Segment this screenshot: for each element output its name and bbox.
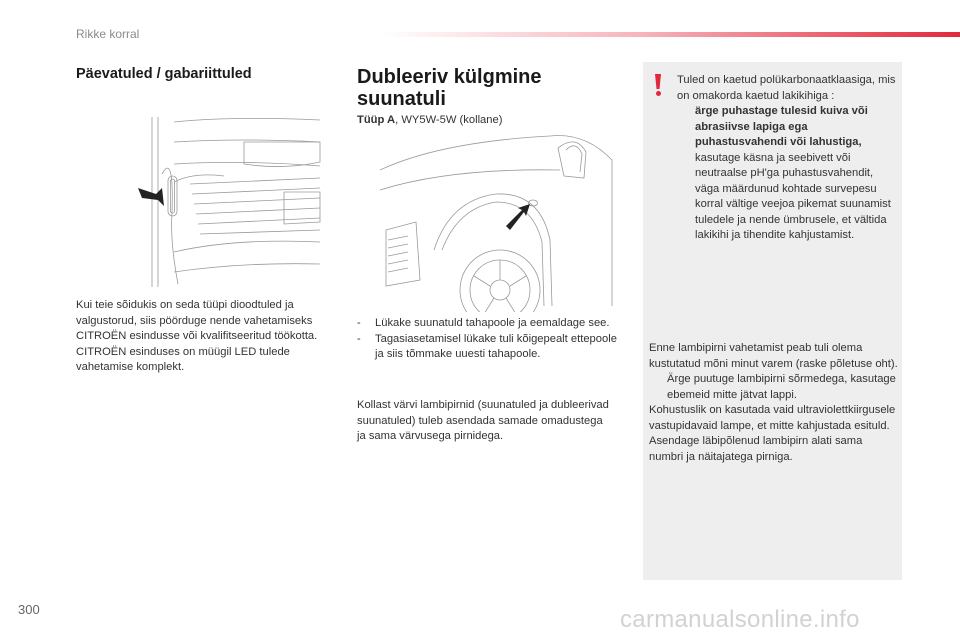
step-marker: - [357,317,361,329]
step-item [357,316,622,332]
lens-care-text: kasutage käsna ja seebivett või neutraalse pH'ga puhastusvahendit, [695,151,874,179]
lens-care-item [677,104,899,151]
daylight-paragraph-1: Kui teie sõidukis on seda tüüpi dioodtuled ja valgustorud, siis pöörduge nende vahetamiseks CITROËN esindusse või kvalifitseeritud töökotta. [76,299,318,342]
bulb-change-item [649,372,899,403]
removal-steps [357,316,622,363]
page-number: 300 [18,602,40,617]
warning-exclamation-icon [654,74,662,96]
step-marker: - [357,332,361,345]
bulb-type-label: Tüüp A [357,114,396,126]
side-repeater-title: Dubleeriv külgmine suunatuli [357,66,542,110]
lens-care-item [677,151,899,182]
lens-care-text: ärge puhastage tulesid kuiva või abrasiivse lapiga ega puhastusvahendi või lahustiga, [695,105,868,148]
uv-lamp-requirement: Kohustuslik on kasutada vaid ultraviolettkiirgusele vastupidavaid lampe, et mitte kahjustada esituld. [649,404,896,432]
lens-care-text: väga määrdunud kohtade survepesu korral vältige veejoa pikemat suunamist tuledele ja nende ümbrusele, et vältida lakikihi ja tihendite kahjustamist. [695,182,891,241]
bulb-change-block [649,341,899,465]
lens-care-block [677,73,899,244]
watermark-text: carmanualsonline.info [620,606,860,633]
header-accent-bar [380,32,960,37]
section-header-label: Rikke korral [76,27,140,41]
yellow-bulb-note: Kollast värvi lambipirnid (suunatuled ja dubleerivad suunatuled) tuleb asendada samade omadustega ja sama värvusega pirnidega. [357,399,609,442]
step-text: Tagasiasetamisel lükake tuli kõigepealt ettepoole ja siis tõmmake uuesti tahapoole. [375,332,617,360]
step-item [357,332,622,363]
bulb-type-line [357,113,617,129]
bulb-change-intro: Enne lambipirni vahetamist peab tuli olema kustutatud mõni minut varem (raske põletuse oht). [649,342,898,370]
daylight-section-title: Päevatuled / gabariittuled [76,66,252,82]
daytime-light-illustration [134,112,324,290]
lens-care-item [677,182,899,244]
daylight-body-text [76,298,346,376]
step-text: Lükake suunatuld tahapoole ja eemaldage see. [375,317,610,329]
side-repeater-illustration [380,130,620,312]
daylight-paragraph-2: CITROËN esinduses on müügil LED tulede vahetamise komplekt. [76,345,290,373]
replace-same-bulb: Asendage läbipõlenud lambipirn alati sama numbri ja näitajatega pirniga. [649,435,863,463]
bulb-change-text: Ärge puutuge lambipirni sõrmedega, kasutage ebemeid mitte jätvat lappi. [667,373,896,401]
bulb-type-value: , WY5W-5W (kollane) [395,114,503,126]
lens-care-intro: Tuled on kaetud polükarbonaatklaasiga, mis on omakorda kaetud lakikihiga : [677,74,896,102]
